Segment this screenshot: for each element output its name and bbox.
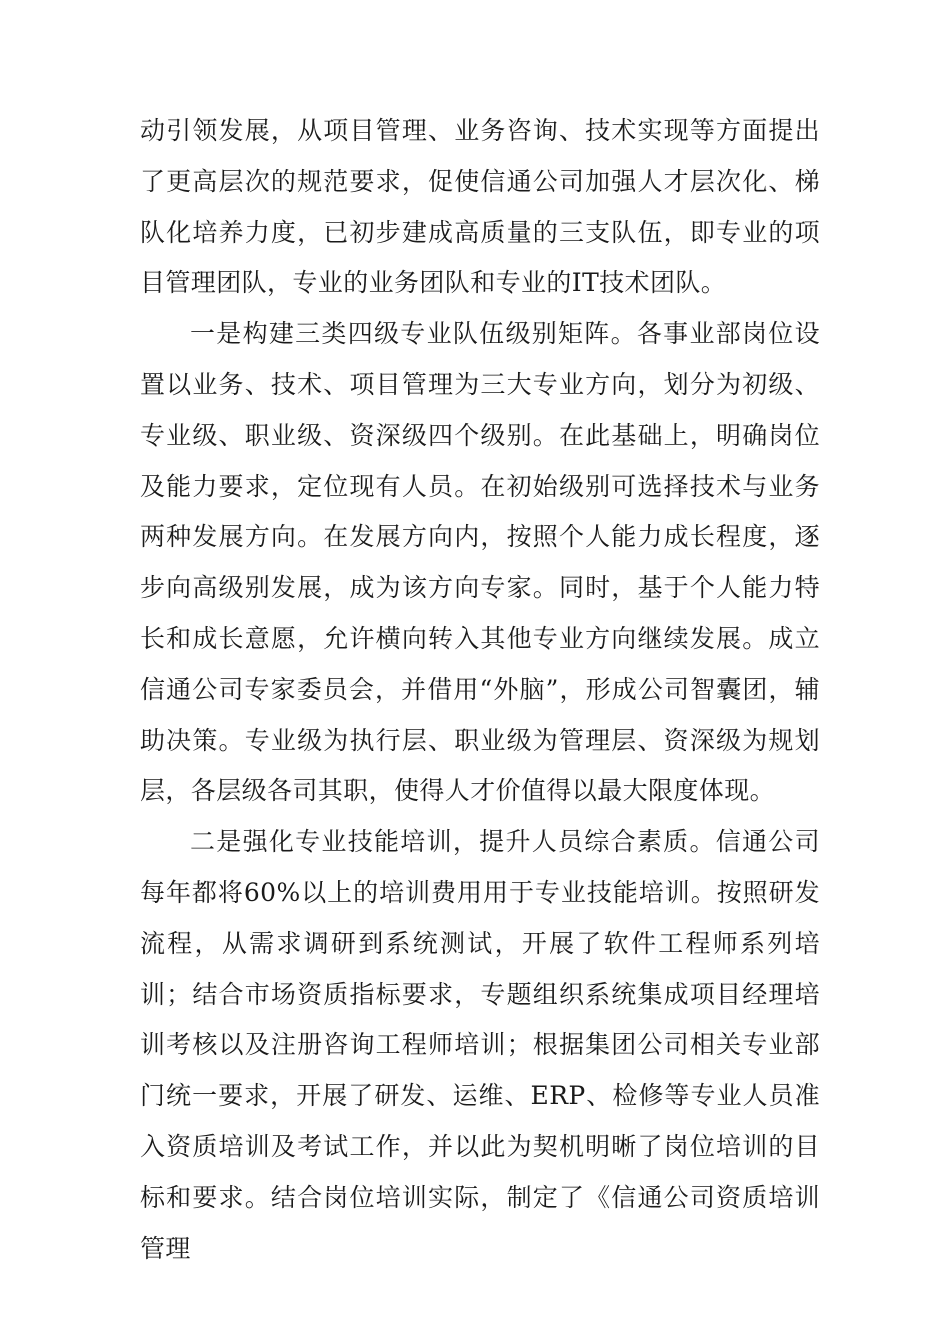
paragraph-talent-teams: 动引领发展，从项目管理、业务咨询、技术实现等方面提出了更高层次的规范要求，促使信通公司加强人才层次化、梯队化培养力度，已初步建成高质量的三支队伍，即专业的项目管理团队，专业的业务团队和专业的IT技术团队。: [140, 116, 820, 298]
document-body: [140, 106, 820, 1274]
paragraph-skill-training: 二是强化专业技能培训，提升人员综合素质。信通公司每年都将60%以上的培训费用用于专业技能培训。按照研发流程，从需求调研到系统测试，开展了软件工程师系列培训；结合市场资质指标要求，专题组织系统集成项目经理培训考核以及注册咨询工程师培训；根据集团公司相关专业部门统一要求，开展了研发、运维、ERP、检修等专业人员准入资质培训及考试工作，并以此为契机明晰了岗位培训的目标和要求。结合岗位培训实际，制定了《信通公司资质培训管理: [140, 827, 820, 1263]
paragraph-level-matrix: 一是构建三类四级专业队伍级别矩阵。各事业部岗位设置以业务、技术、项目管理为三大专业方向，划分为初级、专业级、职业级、资深级四个级别。在此基础上，明确岗位及能力要求，定位现有人员。在初始级别可选择技术与业务两种发展方向。在发展方向内，按照个人能力成长程度，逐步向高级别发展，成为该方向专家。同时，基于个人能力特长和成长意愿，允许横向转入其他专业方向继续发展。成立信通公司专家委员会，并借用“外脑”，形成公司智囊团，辅助决策。专业级为执行层、职业级为管理层、资深级为规划层，各层级各司其职，使得人才价值得以最大限度体现。: [140, 319, 820, 806]
